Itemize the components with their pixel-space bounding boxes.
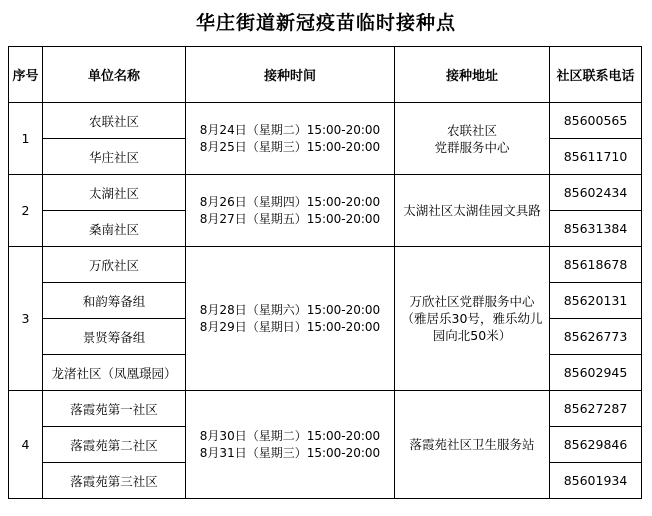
- table-row: [9, 391, 642, 427]
- address-line: 农联社区: [446, 122, 497, 138]
- time-line: 8月24日（星期二）15:00-20:00: [199, 122, 381, 137]
- time-line: 8月30日（星期二）15:00-20:00: [199, 428, 381, 443]
- vaccination-address: [395, 247, 550, 391]
- table-row: [9, 175, 642, 211]
- phone-number: 85602945: [550, 355, 642, 391]
- header-address: 接种地址: [395, 47, 550, 103]
- vaccination-schedule-table: [8, 46, 642, 499]
- address-line: 万欣社区党群服务中心: [409, 294, 535, 309]
- row-number: 1: [9, 103, 43, 175]
- time-line: 8月29日（星期日）15:00-20:00: [199, 319, 381, 334]
- time-line: 8月28日（星期六）15:00-20:00: [199, 302, 381, 317]
- unit-name: 万欣社区: [43, 247, 186, 283]
- row-number: 4: [9, 391, 43, 499]
- unit-name: 太湖社区: [43, 175, 186, 211]
- time-line: 8月26日（星期四）15:00-20:00: [199, 194, 381, 209]
- table-row: [9, 103, 642, 139]
- unit-name: 和韵筹备组: [43, 283, 186, 319]
- phone-number: 85620131: [550, 283, 642, 319]
- header-time: 接种时间: [186, 47, 395, 103]
- phone-number: 85631384: [550, 211, 642, 247]
- vaccination-address: [395, 391, 550, 499]
- unit-name: 桑南社区: [43, 211, 186, 247]
- phone-number: 85627287: [550, 391, 642, 427]
- vaccination-time: [186, 247, 395, 391]
- table-row: [9, 247, 642, 283]
- time-line: 8月25日（星期三）15:00-20:00: [199, 139, 381, 154]
- address-line: 党群服务中心: [434, 139, 510, 155]
- header-unit: 单位名称: [43, 47, 186, 103]
- time-line: 8月27日（星期五）15:00-20:00: [199, 211, 381, 226]
- unit-name: 华庄社区: [43, 139, 186, 175]
- row-number: 2: [9, 175, 43, 247]
- unit-name: 落霞苑第二社区: [43, 427, 186, 463]
- address-line: （雅居乐30号，雅乐幼儿: [401, 311, 543, 326]
- address-line: 太湖社区太湖佳园文具路: [403, 203, 541, 218]
- page-title: 华庄街道新冠疫苗临时接种点: [195, 12, 456, 34]
- vaccination-address: [395, 175, 550, 247]
- unit-name: 景贤筹备组: [43, 319, 186, 355]
- phone-number: 85611710: [550, 139, 642, 175]
- address-line: 落霞苑社区卫生服务站: [409, 437, 535, 452]
- address-line: 园向北50米）: [432, 328, 512, 343]
- phone-number: 85601934: [550, 463, 642, 499]
- phone-number: 85618678: [550, 247, 642, 283]
- unit-name: 落霞苑第一社区: [43, 391, 186, 427]
- unit-name: 农联社区: [43, 103, 186, 139]
- phone-number: 85629846: [550, 427, 642, 463]
- time-line: 8月31日（星期三）15:00-20:00: [199, 445, 381, 460]
- vaccination-time: [186, 103, 395, 175]
- unit-name: 龙渚社区（凤凰璟园）: [43, 355, 186, 391]
- phone-number: 85602434: [550, 175, 642, 211]
- row-number: 3: [9, 247, 43, 391]
- vaccination-time: [186, 175, 395, 247]
- vaccination-time: [186, 391, 395, 499]
- phone-number: 85600565: [550, 103, 642, 139]
- unit-name: 落霞苑第三社区: [43, 463, 186, 499]
- table-header-row: [9, 47, 642, 103]
- vaccination-address: [395, 103, 550, 175]
- header-no: 序号: [9, 47, 43, 103]
- header-phone: 社区联系电话: [550, 47, 642, 103]
- phone-number: 85626773: [550, 319, 642, 355]
